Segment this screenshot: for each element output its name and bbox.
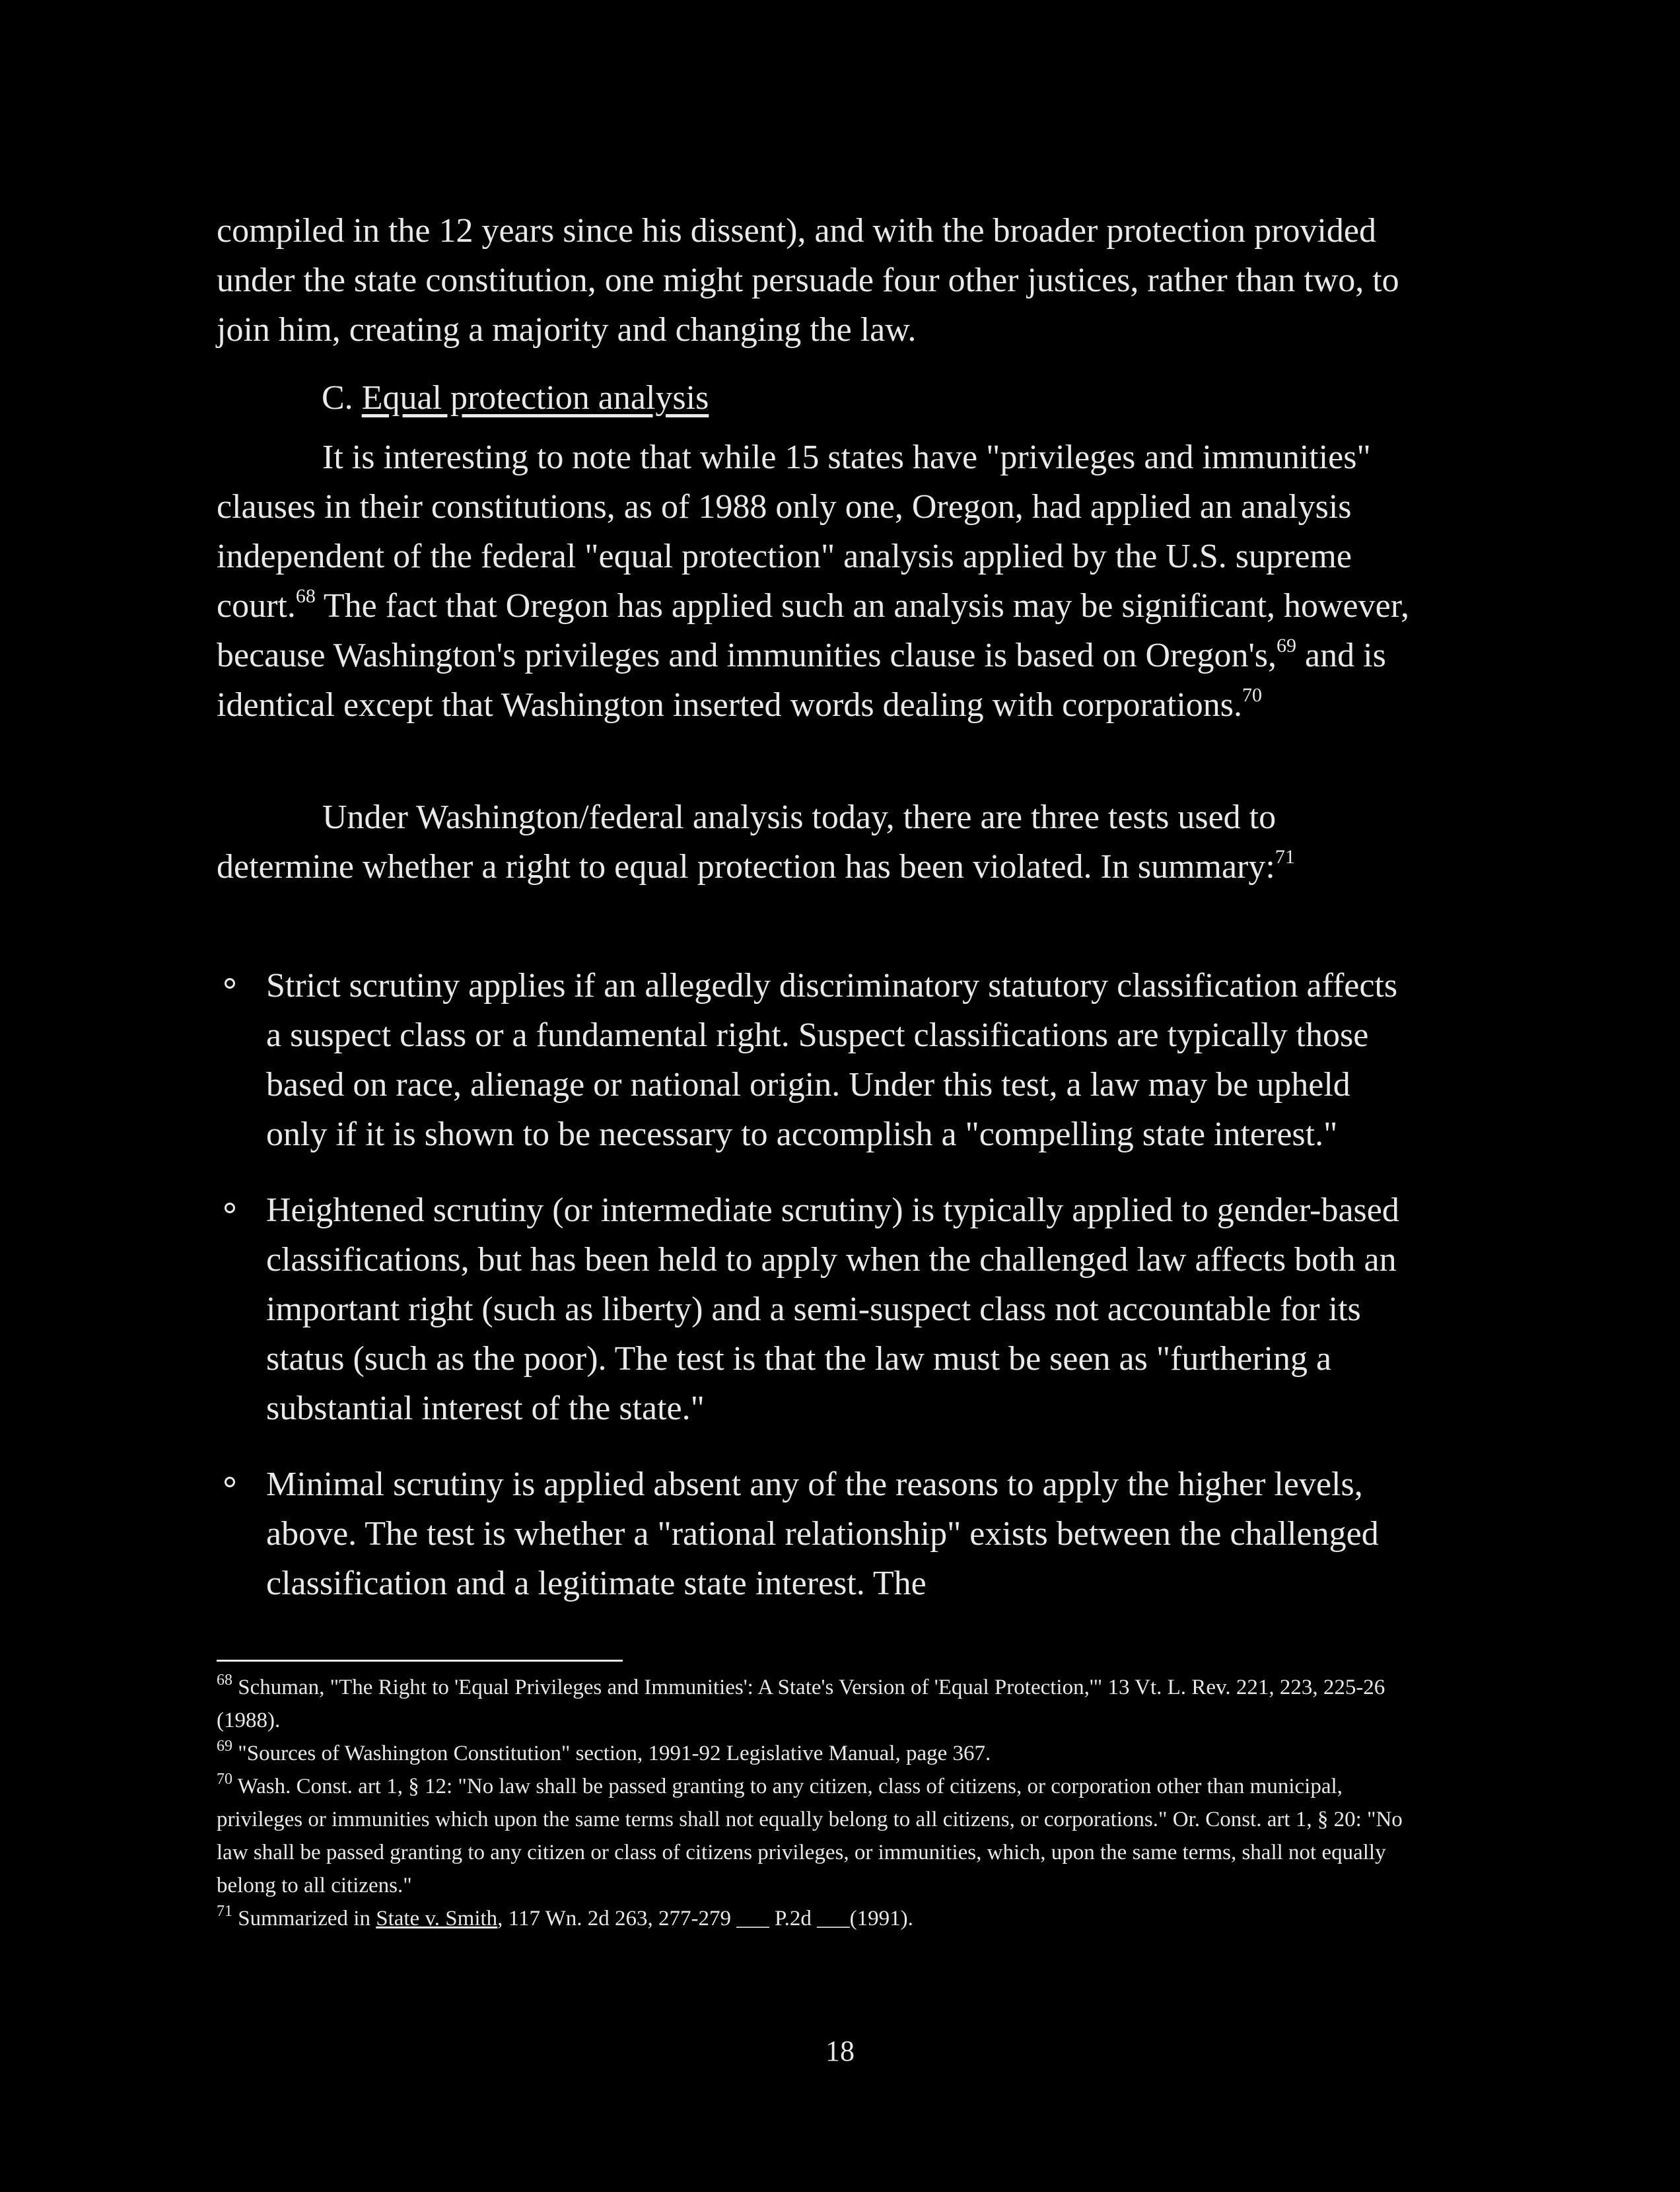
footnote-number: 68 [217,1672,232,1689]
paragraph-text: The fact that Oregon has applied such an analysis may be significant, however, because Washington's privileges and immunities clause is based on Oregon's, [217,587,1409,674]
list-item-minimal-scrutiny [217,1460,1418,1608]
footnotes [217,1671,1405,1935]
list-item-heightened-scrutiny [217,1185,1418,1433]
scrutiny-list [217,961,1418,1635]
bullet-icon [225,1477,235,1487]
footnote-number: 69 [217,1738,232,1755]
footnote-text: Summarized in [232,1907,376,1930]
list-item-text: Strict scrutiny applies if an allegedly discriminatory statutory classification affects a suspect class or a fundamental right. Suspect classifications are typically those based on race, alienage or national origin. Under this test, a law may be upheld only if it is shown to be necessary to accomplish a "compelling state interest." [266,967,1398,1153]
bullet-icon [225,1203,235,1213]
section-title: Equal protection analysis [361,379,709,417]
page-number: 18 [825,2035,855,2067]
footnote-ref-68[interactable]: 68 [295,584,316,607]
footnote-68 [217,1671,1405,1737]
paragraph-continuation: compiled in the 12 years since his dissent), and with the broader protection provided under the state constitution, one might persuade four other justices, rather than two, to join him, creating a majority and changing the law. [217,212,1399,349]
footnote-ref-69[interactable]: 69 [1277,634,1297,656]
paragraph-text: Under Washington/federal analysis today, there are three tests used to determine whether a right to equal protection has been violated. In summary: [217,798,1277,886]
section-heading [322,373,709,423]
list-item-text: Heightened scrutiny (or intermediate scrutiny) is typically applied to gender-based classifications, but has been held to apply when the challenged law affects both an important right (such as liberty) and a semi-suspect class not accountable for its status (such as the poor). The test is that the law must be seen as "furthering a substantial interest of the state." [266,1191,1399,1427]
list-item-text: Minimal scrutiny is applied absent any of the reasons to apply the higher levels, above. The test is whether a "rational relationship" exists between the challenged classification and a legitimate state interest. The [266,1466,1379,1602]
footnote-ref-70[interactable]: 70 [1242,684,1263,706]
paragraph-privileges-immunities [217,433,1418,730]
footnote-separator [217,1660,623,1662]
footnote-ref-71[interactable]: 71 [1275,845,1295,868]
paragraph-text: and is identical except that Washington inserted words dealing with corporations. [217,637,1386,724]
bullet-icon [225,978,235,989]
footnote-text: Wash. Const. art 1, § 12: "No law shall be passed granting to any citizen, class of citizens, or corporation other than municipal, privileges or immunities which upon the same terms shall not equally belong to all citizens, or corporations." Or. Const. art 1, § 20: "No law shall be passed granting to any citizen or class of citizens privileges, or immunities, which, upon the same terms, shall not equally belong to all citizens." [217,1775,1403,1897]
footnote-number: 71 [217,1903,232,1920]
footnote-number: 70 [217,1771,232,1788]
footnote-71 [217,1902,1405,1935]
footnote-text: Schuman, "The Right to 'Equal Privileges and Immunities': A State's Version of 'Equal Protection,'" 13 Vt. L. Rev. 221, 223, 225-26 (1988). [217,1676,1385,1732]
paragraph-text: It is interesting to note that while 15 states have "privileges and immunities" clauses in their constitutions, as of 1988 only one, Oregon, had applied an analysis independent of the federal "equal protection" analysis applied by the U.S. supreme court. [217,439,1371,625]
paragraph-three-tests [217,793,1418,892]
section-letter: C. [322,379,362,417]
list-item-strict-scrutiny [217,961,1418,1159]
footnote-69 [217,1737,1405,1770]
footnote-text: , 117 Wn. 2d 263, 277-279 ___ P.2d ___(1991). [497,1907,913,1930]
case-name: State v. Smith [376,1907,498,1930]
footnote-70 [217,1770,1405,1902]
footnote-text: "Sources of Washington Constitution" section, 1991-92 Legislative Manual, page 367. [232,1742,991,1765]
